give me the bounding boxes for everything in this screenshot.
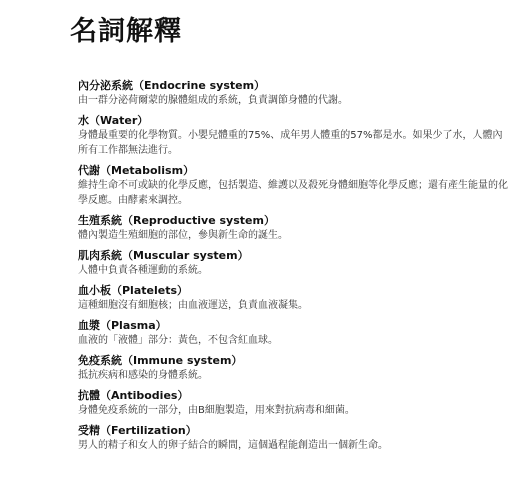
glossary-term: 血漿（Plasma） [78,319,167,332]
glossary-entry-fertilization [78,423,508,453]
glossary-term: 血小板（Platelets） [78,284,189,297]
glossary-definition: 男人的精子和女人的卵子結合的瞬間，這個過程能創造出一個新生命。 [78,440,388,451]
glossary-entry-metabolism [78,163,508,208]
glossary-entry-muscular-system [78,248,508,278]
glossary-definition: 維持生命不可或缺的化學反應，包括製造、維護以及殺死身體細胞等化學反應；還有產生能量的化學反應。由酵素來調控。 [78,180,508,206]
glossary-term: 生殖系統（Reproductive system） [78,214,275,227]
glossary-definition: 身體免疫系統的一部分，由B細胞製造，用來對抗病毒和細菌。 [78,405,355,416]
glossary-entry-reproductive-system [78,213,508,243]
glossary-term: 內分泌系統（Endocrine system） [78,79,266,92]
glossary-term: 免疫系統（Immune system） [78,354,243,367]
glossary-definition: 體內製造生殖細胞的部位，參與新生命的誕生。 [78,230,288,241]
glossary-term: 代謝（Metabolism） [78,164,195,177]
glossary-term: 肌肉系統（Muscular system） [78,249,249,262]
glossary-entry-water [78,113,508,158]
glossary-definition: 這種細胞沒有細胞核；由血液運送，負責血液凝集。 [78,300,308,311]
glossary-entry-platelets [78,283,508,313]
glossary-list [78,78,508,458]
glossary-entry-immune-system [78,353,508,383]
glossary-entry-endocrine-system [78,78,508,108]
glossary-definition: 由一群分泌荷爾蒙的腺體組成的系統，負責調節身體的代謝。 [78,95,348,106]
glossary-entry-plasma [78,318,508,348]
page-title: 名詞解釋 [70,16,182,47]
glossary-definition: 抵抗疾病和感染的身體系統。 [78,370,208,381]
glossary-definition: 身體最重要的化學物質。小嬰兒體重的75%、成年男人體重的57%都是水。如果少了水，人體內所有工作都無法進行。 [78,130,503,156]
glossary-term: 水（Water） [78,114,149,127]
glossary-definition: 人體中負責各種運動的系統。 [78,265,208,276]
glossary-term: 受精（Fertilization） [78,424,197,437]
glossary-definition: 血液的「液體」部分：黃色，不包含紅血球。 [78,335,278,346]
glossary-term: 抗體（Antibodies） [78,389,189,402]
glossary-entry-antibodies [78,388,508,418]
